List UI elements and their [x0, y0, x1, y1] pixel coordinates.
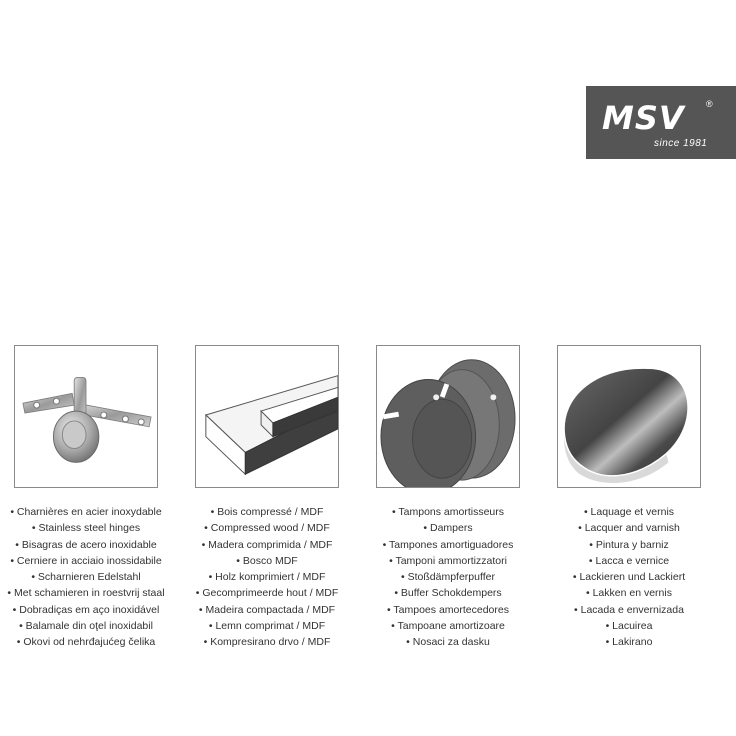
- mdf-feature-list: [178, 504, 356, 651]
- list-item: • Tamponi ammortizzatori: [359, 553, 537, 569]
- hinge-feature-list: [0, 504, 175, 651]
- list-item: • Lacada e envernizada: [540, 602, 718, 618]
- list-item: • Balamale din oţel inoxidabil: [0, 618, 175, 634]
- list-item: • Lacca e vernice: [540, 553, 718, 569]
- list-item: • Lacquer and varnish: [540, 520, 718, 536]
- list-item: • Stoßdämpferpuffer: [359, 569, 537, 585]
- list-item: • Met schamieren in roestvrij staal: [0, 585, 175, 601]
- list-item: • Laquage et vernis: [540, 504, 718, 520]
- brand-logo: [586, 86, 736, 159]
- lacquer-surface-icon: [558, 346, 700, 487]
- list-item: • Madera comprimida / MDF: [178, 537, 356, 553]
- hinge-icon: [15, 346, 157, 487]
- list-item: • Kompresirano drvo / MDF: [178, 634, 356, 650]
- list-item: • Lacuirea: [540, 618, 718, 634]
- list-item: • Charnières en acier inoxydable: [0, 504, 175, 520]
- list-item: • Cerniere in acciaio inossidabile: [0, 553, 175, 569]
- list-item: • Scharnieren Edelstahl: [0, 569, 175, 585]
- list-item: • Gecomprimeerde hout / MDF: [178, 585, 356, 601]
- list-item: • Bisagras de acero inoxidable: [0, 537, 175, 553]
- mdf-board-icon: [196, 346, 338, 487]
- hinge-tile: [14, 345, 158, 488]
- lacquer-tile: [557, 345, 701, 488]
- list-item: • Bosco MDF: [178, 553, 356, 569]
- damper-seat-icon: [377, 346, 519, 487]
- logo-tagline: since 1981: [654, 138, 708, 149]
- list-item: • Bois compressé / MDF: [178, 504, 356, 520]
- list-item: • Lakken en vernis: [540, 585, 718, 601]
- list-item: • Lackieren und Lackiert: [540, 569, 718, 585]
- list-item: • Buffer Schokdempers: [359, 585, 537, 601]
- logo-registered-mark: ®: [706, 99, 713, 109]
- list-item: • Madeira compactada / MDF: [178, 602, 356, 618]
- list-item: • Compressed wood / MDF: [178, 520, 356, 536]
- list-item: • Holz komprimiert / MDF: [178, 569, 356, 585]
- logo-brand-text: MSV: [602, 99, 685, 137]
- list-item: • Dampers: [359, 520, 537, 536]
- damper-tile: [376, 345, 520, 488]
- list-item: • Tampons amortisseurs: [359, 504, 537, 520]
- list-item: • Lakirano: [540, 634, 718, 650]
- list-item: • Pintura y barniz: [540, 537, 718, 553]
- list-item: • Okovi od nehrđajućeg čelika: [0, 634, 175, 650]
- list-item: • Stainless steel hinges: [0, 520, 175, 536]
- list-item: • Lemn comprimat / MDF: [178, 618, 356, 634]
- list-item: • Tampoane amortizoare: [359, 618, 537, 634]
- lacquer-feature-list: [540, 504, 718, 651]
- list-item: • Dobradiças em aço inoxidável: [0, 602, 175, 618]
- list-item: • Nosaci za dasku: [359, 634, 537, 650]
- damper-feature-list: [359, 504, 537, 651]
- mdf-tile: [195, 345, 339, 488]
- list-item: • Tampones amortiguadores: [359, 537, 537, 553]
- list-item: • Tampoes amortecedores: [359, 602, 537, 618]
